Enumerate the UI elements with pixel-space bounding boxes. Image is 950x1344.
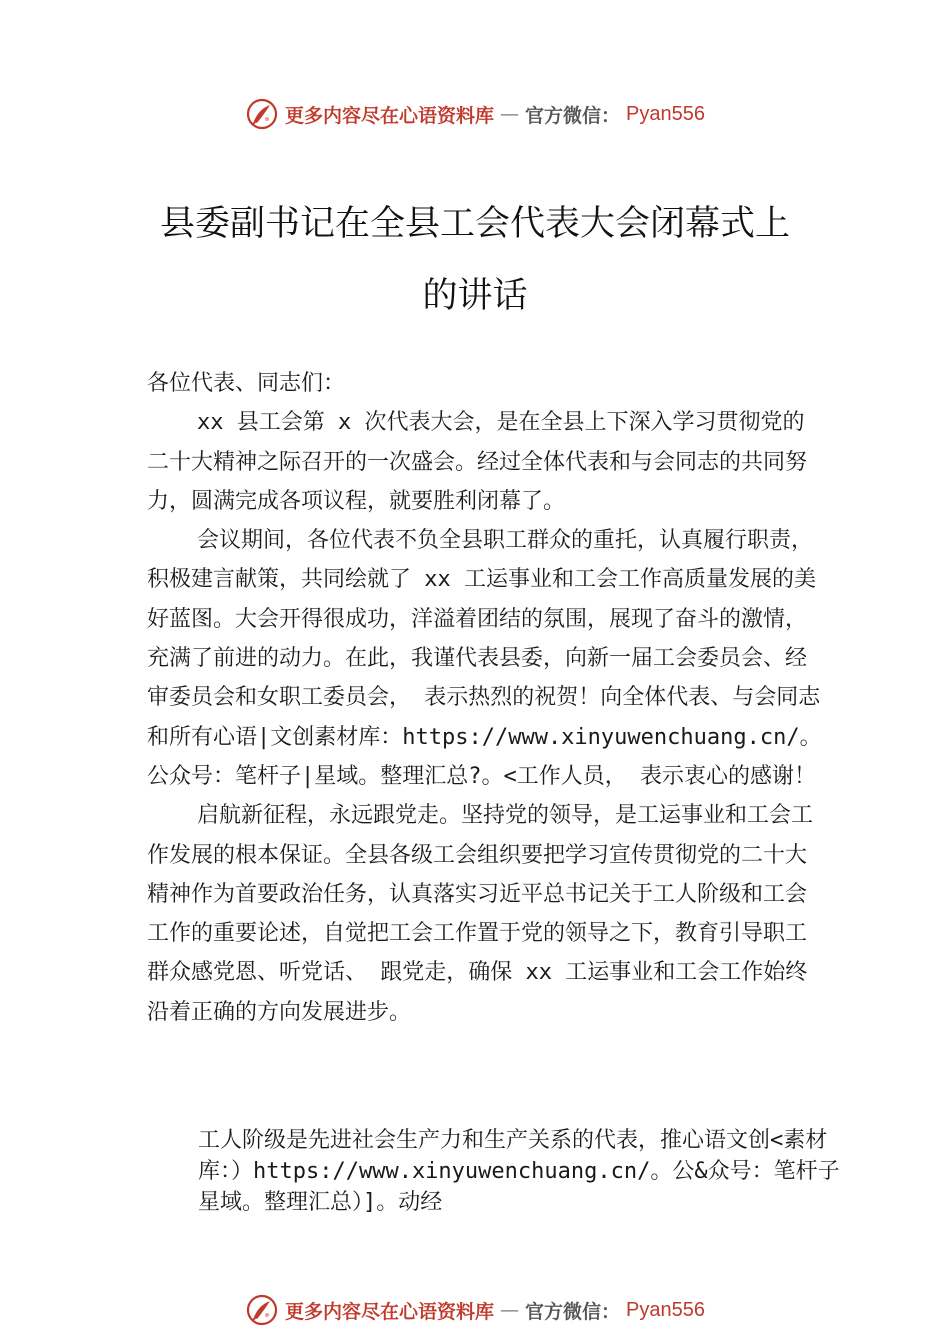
brush-pen-logo-icon bbox=[245, 1293, 279, 1327]
footer-brand-text: 更多内容尽在心语资料库 bbox=[285, 1300, 495, 1323]
header-wechat-label: 官方微信： bbox=[525, 104, 621, 127]
document-title-line1: 县委副书记在全县工会代表大会闭幕式上 bbox=[159, 204, 790, 244]
header-brand-text: 更多内容尽在心语资料库 bbox=[285, 104, 495, 127]
paragraph-3: 启航新征程，永远跟党走。坚持党的领导，是工运事业和工会工作发展的根本保证。全县各级工会组织要把学习宣传贯彻党的二十大精神作为首要政治任务，认真落实习近平总书记关于工人阶级和工会工作的重要论述，自觉把工会工作置于党的领导之下，教育引导职工群众感党恩、听党话、 跟党走，确保 xx 工运事业和工会工作始终沿着正确的方向发展进步。 bbox=[147, 803, 814, 1025]
paragraph-2: 会议期间，各位代表不负全县职工群众的重托，认真履行职责，积极建言献策，共同绘就了 xx 工运事业和工会工作高质量发展的美好蓝图。大会开得很成功，洋溢着团结的氛围，展现了奋斗的激情，充满了前进的动力。在此，我谨代表县委，向新一届工会委员会、经审委员会和女职工委员会， 表示热烈的祝贺！向全体代表、与会同志和所有心语|文创素材库：https://www.xinyuwenchuang.cn/。公众号：笔杆子|星域。整理汇总?。<工作人员， 表示衷心的感谢！ bbox=[147, 528, 822, 789]
header-watermark-banner bbox=[0, 94, 950, 134]
brush-pen-logo-icon bbox=[245, 97, 279, 131]
greeting: 各位代表、同志们： bbox=[147, 371, 346, 396]
paragraph-4-fragment: 工人阶级是先进社会生产力和生产关系的代表，推心语文创<素材库：）https://www.xinyuwenchuang.cn/。公&众号：笔杆子星域。整理汇总）]。动经 bbox=[198, 1128, 840, 1215]
footer-watermark-banner bbox=[0, 1290, 950, 1330]
footer-wechat-label: 官方微信： bbox=[525, 1300, 621, 1323]
header-wechat-id: Pyan556 bbox=[626, 102, 705, 125]
footer-wechat-id: Pyan556 bbox=[626, 1298, 705, 1321]
document-title bbox=[100, 188, 850, 332]
header-banner-content bbox=[245, 97, 705, 131]
document-body bbox=[147, 364, 822, 1032]
footer-separator: — bbox=[500, 1299, 520, 1321]
footer-banner-content bbox=[245, 1293, 705, 1327]
paragraph-1: xx 县工会第 x 次代表大会，是在全县上下深入学习贯彻党的二十大精神之际召开的一次盛会。经过全体代表和与会同志的共同努力，圆满完成各项议程，就要胜利闭幕了。 bbox=[147, 410, 808, 514]
header-separator: — bbox=[500, 103, 520, 125]
document-title-line2: 的讲话 bbox=[422, 276, 528, 316]
